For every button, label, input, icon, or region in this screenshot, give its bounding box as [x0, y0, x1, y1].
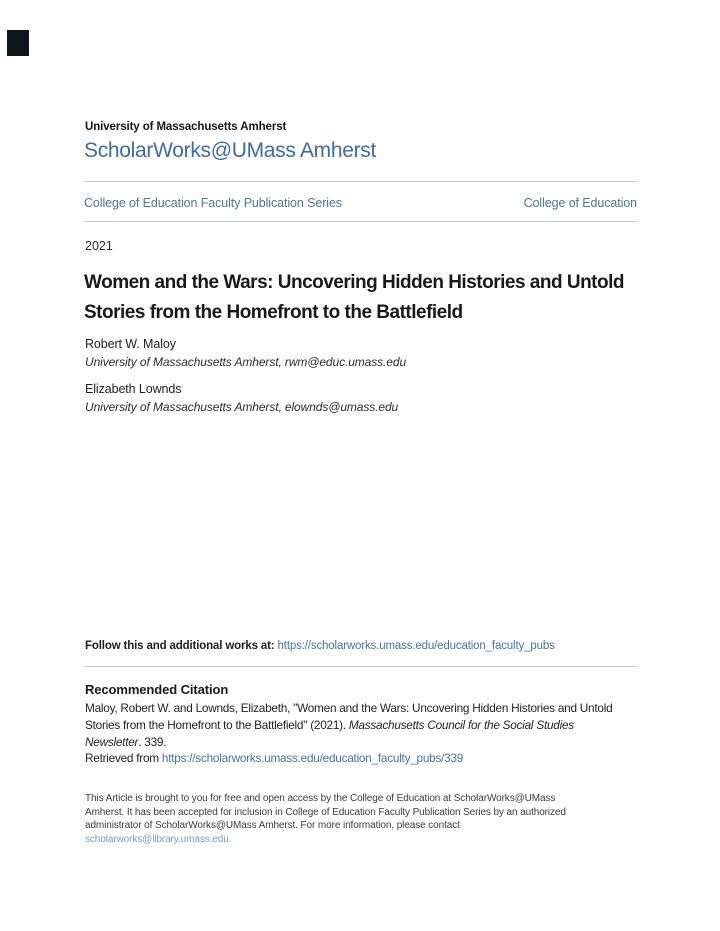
divider-bottom — [84, 666, 637, 667]
citation-journal-name: Newsletter — [85, 734, 139, 749]
series-row — [84, 196, 637, 210]
citation-line — [85, 700, 612, 717]
series-link[interactable]: College of Education Faculty Publication Series — [84, 196, 342, 210]
citation-line — [85, 717, 612, 734]
retrieved-from-text: Retrieved from — [85, 751, 162, 766]
corner-mark — [7, 30, 29, 56]
author-affiliation: University of Massachusetts Amherst, rwm@educ.umass.edu — [85, 355, 407, 369]
citation-line — [85, 734, 612, 751]
citation-text-segment: . 339. — [138, 734, 167, 749]
citation-text-segment: Stories from the Homefront to the Battlefield" (2021). — [85, 717, 349, 732]
citation-text — [85, 700, 612, 767]
recommended-citation-heading: Recommended Citation — [85, 682, 229, 697]
article-title-line-1: Women and the Wars: Uncovering Hidden Histories and Untold — [84, 272, 624, 293]
publication-year: 2021 — [85, 239, 113, 253]
access-notice-line: Amherst. It has been accepted for inclusion in College of Education Faculty Publication Series by an authorized — [85, 806, 566, 818]
institution-name: University of Massachusetts Amherst — [85, 121, 287, 133]
follow-works-text: Follow this and additional works at: — [85, 640, 278, 652]
retrieved-from-link[interactable]: https://scholarworks.umass.edu/education_faculty_pubs/339 — [161, 751, 464, 766]
access-notice-line: This Article is brought to you for free and open access by the College of Education at ScholarWorks@UMass — [85, 793, 556, 804]
access-notice-line: administrator of ScholarWorks@UMass Amherst. For more information, please contact — [85, 820, 460, 832]
author-affiliation: University of Massachusetts Amherst, elownds@umass.edu — [85, 400, 399, 414]
divider-middle — [84, 221, 637, 222]
contact-email-link[interactable]: scholarworks@library.umass.edu. — [85, 834, 232, 846]
follow-works-line — [85, 640, 555, 652]
citation-text-segment: Maloy, Robert W. and Lownds, Elizabeth, "Women and the Wars: Uncovering Hidden Histories and Untold — [85, 701, 613, 715]
article-title-line-2: Stories from the Homefront to the Battlefield — [84, 302, 463, 323]
author-name: Elizabeth Lownds — [85, 382, 182, 396]
college-link[interactable]: College of Education — [523, 196, 637, 210]
divider-top — [84, 181, 637, 182]
site-title: ScholarWorks@UMass Amherst — [84, 139, 377, 162]
retrieved-from-line — [85, 750, 612, 767]
access-notice — [85, 792, 566, 847]
author-name: Robert W. Maloy — [85, 337, 176, 351]
article-title — [84, 268, 624, 328]
citation-journal-name: Massachusetts Council for the Social Studies — [348, 717, 574, 732]
follow-works-link[interactable]: https://scholarworks.umass.edu/education_faculty_pubs — [277, 640, 555, 652]
